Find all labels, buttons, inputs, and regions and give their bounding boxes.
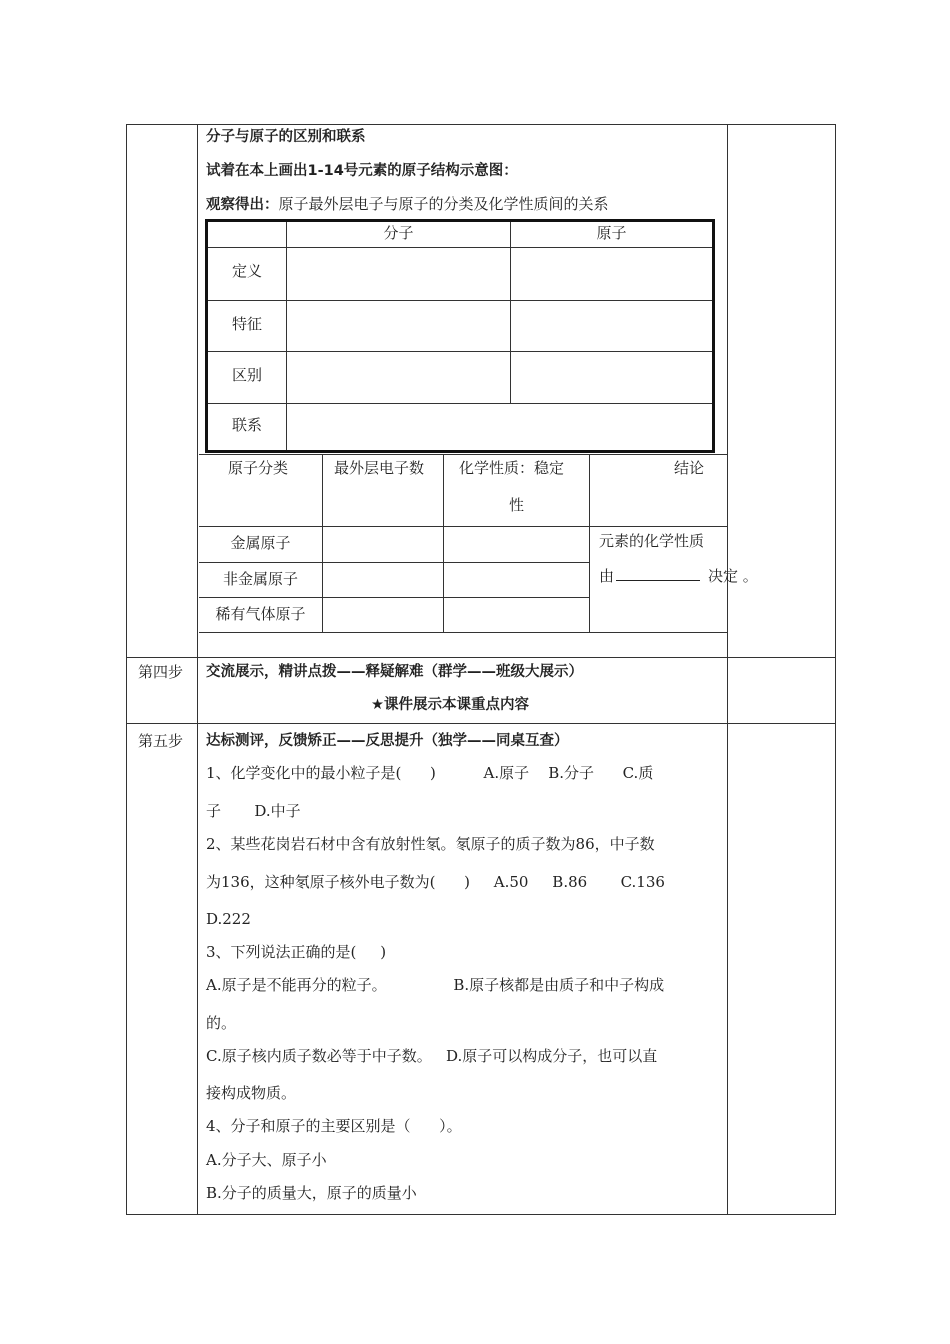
step5-title: 达标测评，反馈矫正——反思提升（独学——同桌互查） <box>206 733 569 749</box>
conclusion-prefix: 由 <box>599 567 615 585</box>
compare-row-connection: 联系 <box>231 415 262 434</box>
compare-header-molecule: 分子 <box>383 223 414 242</box>
frame-bottom <box>126 1214 836 1215</box>
observe-label: 观察得出： <box>206 197 279 213</box>
atom-row-nonmetal: 非金属原子 <box>222 569 298 588</box>
quiz-line-6: 3、下列说法正确的是( ) <box>206 943 387 961</box>
conclusion-blank[interactable] <box>616 565 700 581</box>
quiz-line-3: 2、某些花岗岩石材中含有放射性氡。氡原子的质子数为86，中子数 <box>206 835 655 853</box>
atom-header-chem-property-wrap: 性 <box>509 496 525 514</box>
col-divider-1 <box>197 124 198 1215</box>
atom-col-line-2 <box>443 454 444 633</box>
step4-label: 第四步 <box>138 663 184 681</box>
observe-text: 原子最外层电子与原子的分类及化学性质间的关系 <box>278 195 609 213</box>
atom-table-top <box>199 454 728 455</box>
quiz-line-10: 接构成物质。 <box>206 1084 297 1102</box>
step4-subtitle: ★课件展示本课重点内容 <box>371 697 529 713</box>
conclusion-line2 <box>599 565 758 586</box>
frame-right <box>835 124 836 1215</box>
frame-top <box>126 124 836 125</box>
conclusion-suffix: 决定 。 <box>708 567 758 585</box>
atom-table-bottom <box>199 632 727 633</box>
quiz-line-4: 为136，这种氡原子核外电子数为( ) A.50 B.86 C.136 <box>206 873 665 891</box>
quiz-line-12: A.分子大、原子小 <box>206 1151 327 1169</box>
col-divider-2 <box>727 124 728 1215</box>
compare-row-definition: 定义 <box>231 261 262 280</box>
section-heading: 分子与原子的区别和联系 <box>206 129 366 145</box>
row-divider-step4 <box>126 657 836 658</box>
atom-header-outer-electrons: 最外层电子数 <box>334 459 425 477</box>
row-divider-step5 <box>126 723 836 724</box>
quiz-line-5: D.222 <box>206 910 251 928</box>
atom-header-conclusion: 结论 <box>674 459 705 477</box>
quiz-line-7: A.原子是不能再分的粒子。 B.原子核都是由质子和中子构成 <box>206 976 665 994</box>
atom-row-metal: 金属原子 <box>230 533 291 552</box>
compare-col-line-1 <box>286 222 287 450</box>
quiz-line-8: 的。 <box>206 1014 237 1032</box>
step5-label: 第五步 <box>138 732 184 750</box>
compare-header-atom: 原子 <box>596 223 627 242</box>
conclusion-line1: 元素的化学性质 <box>599 532 705 550</box>
frame-left <box>126 124 127 1215</box>
quiz-line-13: B.分子的质量大，原子的质量小 <box>206 1184 417 1202</box>
quiz-line-1: 1、化学变化中的最小粒子是( ) A.原子 B.分子 C.质 <box>206 764 654 782</box>
atom-col-line-1 <box>322 454 323 633</box>
atom-col-line-3 <box>589 454 590 633</box>
compare-col-line-2 <box>510 222 511 403</box>
quiz-line-11: 4、分子和原子的主要区别是（ ）。 <box>206 1117 462 1135</box>
atom-header-chem-property: 化学性质：稳定 <box>459 459 565 477</box>
compare-row-difference: 区别 <box>231 365 262 384</box>
step4-title: 交流展示，精讲点拨——释疑解难（群学——班级大展示） <box>206 664 583 680</box>
observe-line <box>206 194 609 215</box>
compare-row-feature: 特征 <box>231 314 262 333</box>
atom-row-noble-gas: 稀有气体原子 <box>215 604 306 623</box>
section-task: 试着在本上画出1-14号元素的原子结构示意图： <box>206 163 518 179</box>
atom-header-class: 原子分类 <box>228 459 289 477</box>
quiz-line-2: 子 D.中子 <box>206 802 301 820</box>
quiz-line-9: C.原子核内质子数必等于中子数。 D.原子可以构成分子，也可以直 <box>206 1047 658 1065</box>
